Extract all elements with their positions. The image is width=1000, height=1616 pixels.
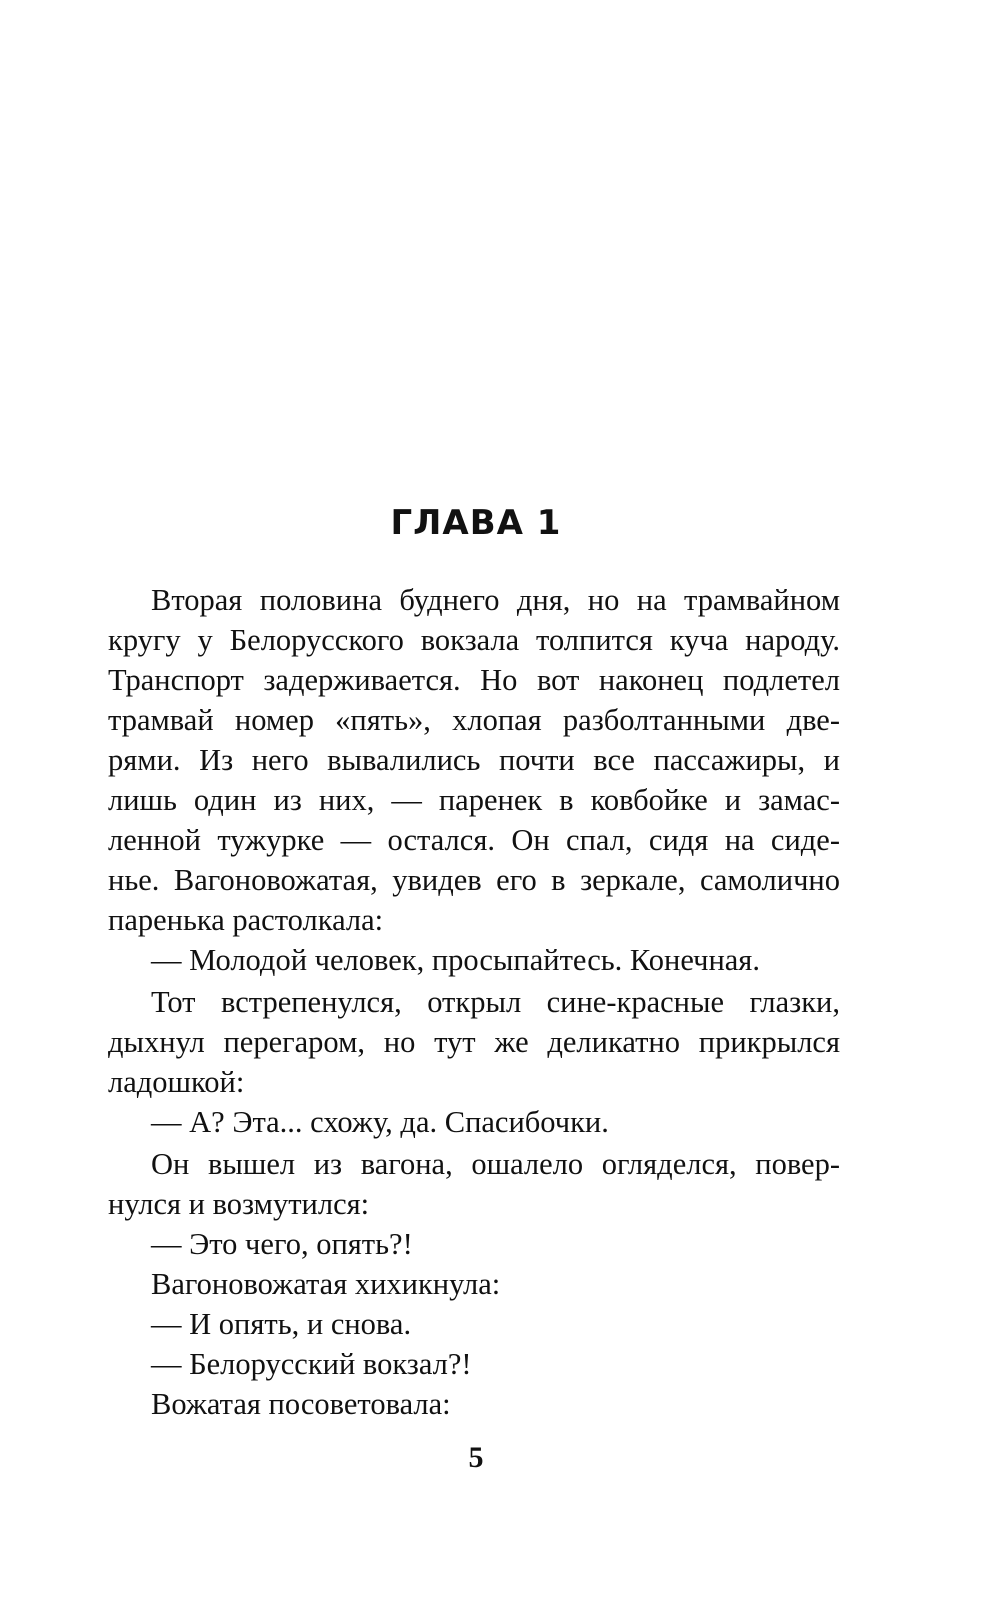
page-number: 5 <box>468 1441 484 1474</box>
text-line: кругу у Белорусского вокзала толпится куча народу. <box>108 623 840 657</box>
text-line: трамвай номер «пять», хлопая разболтанными две- <box>108 703 840 737</box>
text-line: Транспорт задерживается. Но вот наконец подлетел <box>108 663 840 697</box>
chapter-text <box>108 580 840 1424</box>
dialogue-line: — Белорусский вокзал?! <box>151 1347 472 1381</box>
dialogue-line: — Молодой человек, просыпайтесь. Конечная. <box>151 943 760 977</box>
text-line: рями. Из него вывалились почти все пассажиры, и <box>108 743 840 777</box>
chapter-title: ГЛАВА 1 <box>390 503 562 543</box>
text-line: Вторая половина буднего дня, но на трамвайном <box>151 583 840 617</box>
text-line: ладошкой: <box>108 1065 245 1099</box>
text-line: Вожатая посоветовала: <box>151 1387 451 1421</box>
dialogue-line: — И опять, и снова. <box>151 1307 412 1341</box>
text-line: нулся и возмутился: <box>108 1187 370 1221</box>
text-line: нье. Вагоновожатая, увидев его в зеркале, самолично <box>108 863 840 897</box>
text-line: дыхнул перегаром, но тут же деликатно прикрылся <box>108 1025 840 1059</box>
text-line: Вагоновожатая хихикнула: <box>151 1267 501 1301</box>
text-line: паренька растолкала: <box>108 903 384 937</box>
text-line: Он вышел из вагона, ошалело огляделся, повер- <box>151 1147 840 1181</box>
dialogue-line: — А? Эта... схожу, да. Спасибочки. <box>151 1105 609 1139</box>
text-line: Тот встрепенулся, открыл сине-красные глазки, <box>151 985 840 1019</box>
dialogue-line: — Это чего, опять?! <box>151 1227 413 1261</box>
text-line: лишь один из них, — паренек в ковбойке и замас- <box>108 783 840 817</box>
text-line: ленной тужурке — остался. Он спал, сидя на сиде- <box>108 823 840 857</box>
